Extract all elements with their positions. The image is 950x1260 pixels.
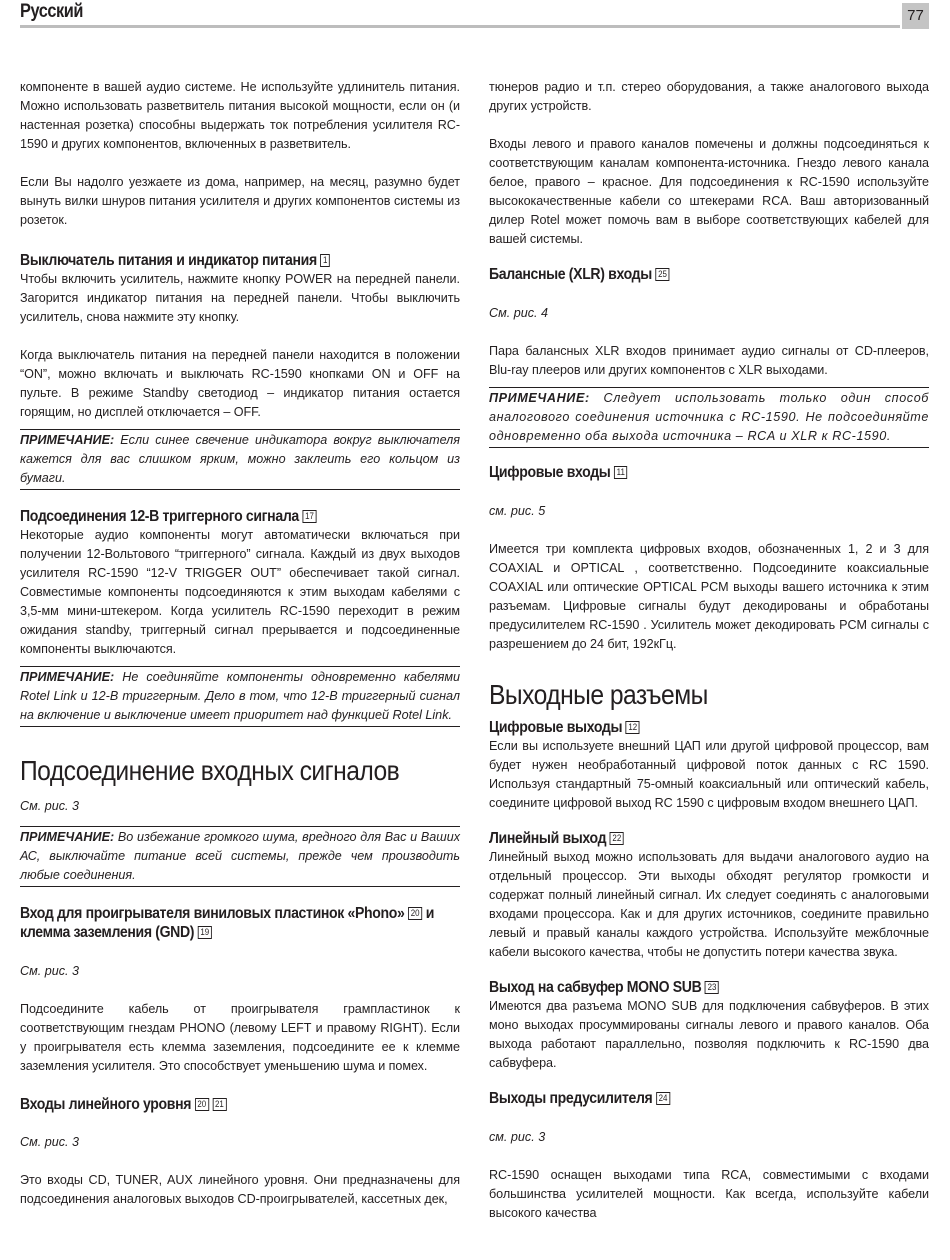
paragraph-phono: Подсоедините кабель от проигрывателя грампластинок к соответствующим гнездам PHONO (левому LEFT и правому RIGHT). Если у проигрывателя есть клемма заземления, подсоедините ее к клемме заземления усилителя. Это способствует уменьшению шума и помех. bbox=[20, 1002, 460, 1073]
note-trigger bbox=[20, 666, 460, 727]
heading-digital-inputs bbox=[489, 463, 876, 482]
paragraph-power-on: Чтобы включить усилитель, нажмите кнопку POWER на передней панели. Загорится индикатор питания на передней панели. Чтобы выключить усилитель, снова нажмите эту кнопку. bbox=[20, 272, 460, 324]
figure-reference: см. рис. 3 bbox=[489, 1130, 546, 1144]
right-column bbox=[489, 78, 929, 1223]
paragraph-power-strip: компоненте в вашей аудио системе. Не используйте удлинитель питания. Можно использовать разветвитель питания высокой мощности, если он (и настенная розетка) способны выдержать ток потребления усилителя RC-1590 и других компонентов, включенных в разветвитель. bbox=[20, 80, 460, 151]
paragraph-channels: Входы левого и правого каналов помечены и должны подсоединяться к соответствующим каналам компонента-источника. Гнездо левого канала белое, правого – красное. Для подсоединения к RC-1590 используйте высококачественные кабели со штекерами RCA. Ваш авторизованный дилер Rotel может помочь вам в выборе соответствующих кабелей для вашей системы. bbox=[489, 137, 929, 246]
paragraph-digital-outputs: Если вы используете внешний ЦАП или другой цифровой процессор, вам будет нужен необработанный цифровой поток данных с RC 1590. Используя стандартный 75-омный коаксиальный или оптический кабель, соедините цифровой выход RC 1590 с цифровым входом внешнего ЦАП. bbox=[489, 739, 929, 810]
ref-number-box: 12 bbox=[626, 721, 640, 734]
heading-gnd-text: клемма заземления (GND) bbox=[20, 924, 195, 941]
ref-number-box: 11 bbox=[614, 466, 628, 479]
paragraph-power-standby: Когда выключатель питания на передней панели находится в положении “ON”, можно включать и выключать RC-1590 кнопками ON и OFF на пульте. В режиме Standby светодиод – индикатор питания остается горящим, но дисплей отключается – OFF. bbox=[20, 348, 460, 419]
heading-mono-sub-text: Выход на сабвуфер MONO SUB bbox=[489, 979, 702, 996]
heading-digital-outputs bbox=[489, 718, 876, 737]
ref-number-box: 23 bbox=[705, 981, 719, 994]
page-language-label: Русский bbox=[20, 1, 84, 22]
heading-phono bbox=[20, 904, 460, 942]
note-label: ПРИМЕЧАНИЕ: bbox=[489, 391, 590, 405]
paragraph-trigger: Некоторые аудио компоненты могут автоматически включаться при получении 12-Вольтового “триггерного” сигнала. Каждый из двух выходов усилителя RC-1590 “12-V TRIGGER OUT” обеспечивает такой сигнал. Совместимые компоненты подсоединяются к этим выходам кабелями с 3,5-мм мини-штекером. Когда усилитель RC-1590 переходит в режим ожидания standby, триггерный сигнал прерывается и подсоединенные компоненты выключаются. bbox=[20, 528, 460, 656]
heading-preamp-outputs bbox=[489, 1089, 876, 1108]
paragraph-preamp-outputs: RC-1590 оснащен выходами типа RCA, совместимыми с входами большинства усилителей мощности. Как всегда, используйте кабели высокого качества bbox=[489, 1168, 929, 1220]
note-text: Если синее свечение индикатора вокруг выключателя кажется для вас слишком ярким, можно заклеить его кольцом из бумаги. bbox=[20, 433, 460, 485]
heading-line-output-text: Линейный выход bbox=[489, 830, 607, 847]
header-rule bbox=[20, 25, 900, 28]
paragraph-unplug: Если Вы надолго уезжаете из дома, например, на месяц, разумно будет вынуть вилки шнуров питания усилителя и других компонентов системы из розеток. bbox=[20, 175, 460, 227]
heading-digital-outputs-text: Цифровые выходы bbox=[489, 719, 623, 736]
paragraph-xlr: Пара балансных XLR входов принимает аудио сигналы от CD-плееров, Blu-ray плееров или других компонентов с XLR выходами. bbox=[489, 344, 929, 377]
figure-reference: См. рис. 3 bbox=[20, 799, 80, 813]
ref-number-box: 19 bbox=[198, 926, 212, 939]
page-number: 77 bbox=[902, 3, 929, 29]
paragraph-tuners: тюнеров радио и т.п. стерео оборудования, а также аналогового выхода других устройств. bbox=[489, 80, 929, 113]
heading-line-inputs bbox=[20, 1095, 407, 1114]
paragraph-digital-inputs: Имеется три комплекта цифровых входов, обозначенных 1, 2 и 3 для COAXIAL и OPTICAL , соответственно. Подсоедините коаксиальные COAXIAL или оптические OPTICAL PCM выходы вашего источника к этим разъемам. Цифровые сигналы будут декодированы и обработаны предусилителем RC-1590 . Усилитель может декодировать PCM сигналы с разрешением до 24 бит, 192кГц. bbox=[489, 542, 929, 651]
heading-trigger-text: Подсоединения 12-В триггерного сигнала bbox=[20, 508, 299, 525]
figure-reference: См. рис. 4 bbox=[489, 306, 549, 320]
note-label: ПРИМЕЧАНИЕ: bbox=[20, 433, 115, 447]
paragraph-line-inputs: Это входы CD, TUNER, AUX линейного уровня. Они предназначены для подсоединения аналоговых выходов CD-проигрывателей, кассетных дек, bbox=[20, 1173, 460, 1206]
figure-reference: См. рис. 3 bbox=[20, 964, 80, 978]
heading-power-switch-text: Выключатель питания и индикатор питания bbox=[20, 252, 317, 269]
note-power-indicator bbox=[20, 429, 460, 490]
note-text: Во избежание громкого шума, вредного для Вас и Ваших АС, выключайте питание всей системы, прежде чем производить любые соединения. bbox=[20, 830, 460, 882]
heading-xlr-text: Балансные (XLR) входы bbox=[489, 266, 652, 283]
ref-number-box: 1 bbox=[320, 254, 330, 267]
section-title-inputs: Подсоединение входных сигналов bbox=[20, 755, 400, 786]
paragraph-mono-sub: Имеются два разъема MONO SUB для подключения сабвуферов. В этих моно выходах просуммированы сигналы левого и правого каналов. Оба выхода работают параллельно, позволяя подключить к RC-1590 два сабвуфера. bbox=[489, 999, 929, 1070]
ref-number-box: 21 bbox=[212, 1098, 226, 1111]
ref-number-box: 20 bbox=[195, 1098, 209, 1111]
figure-reference: См. рис. 3 bbox=[20, 1135, 80, 1149]
heading-power-switch bbox=[20, 251, 407, 270]
note-label: ПРИМЕЧАНИЕ: bbox=[20, 670, 115, 684]
ref-number-box: 17 bbox=[302, 510, 316, 523]
ref-number-box: 20 bbox=[408, 907, 422, 920]
note-xlr bbox=[489, 387, 929, 448]
heading-line-inputs-text: Входы линейного уровня bbox=[20, 1096, 192, 1113]
note-label: ПРИМЕЧАНИЕ: bbox=[20, 830, 115, 844]
heading-line-output bbox=[489, 829, 876, 848]
heading-xlr bbox=[489, 265, 876, 284]
heading-mono-sub bbox=[489, 978, 876, 997]
heading-phono-and: и bbox=[425, 905, 435, 922]
heading-digital-inputs-text: Цифровые входы bbox=[489, 464, 611, 481]
paragraph-line-output: Линейный выход можно использовать для выдачи аналогового аудио на отдельный процессор. Эти выходы обходят регулятор громкости и содержат полный линейный сигнал. Их следует соединять с аналоговыми входами процессора. Как и для других источников, соедините правильно левый и правый каналы каждого устройства. Используйте межблочные кабели высокого качества, чтобы не допустить потери качества звука. bbox=[489, 850, 929, 959]
note-power-off bbox=[20, 826, 460, 887]
heading-trigger bbox=[20, 507, 407, 526]
ref-number-box: 24 bbox=[656, 1092, 670, 1105]
figure-reference: см. рис. 5 bbox=[489, 504, 546, 518]
ref-number-box: 22 bbox=[610, 832, 624, 845]
note-text: Следует использовать только один способ аналогового соединения источника с RC-1590. Не подсоединяйте одновременно оба выхода источника – RCA и XLR к RC-1590. bbox=[489, 391, 929, 443]
ref-number-box: 25 bbox=[655, 268, 669, 281]
note-text: Не соединяйте компоненты одновременно кабелями Rotel Link и 12-В триггерным. Дело в том, что 12-В триггерный сигнал на включение и выключение имеет приоритет над функцией Rotel Link. bbox=[20, 670, 460, 722]
heading-phono-text: Вход для проигрывателя виниловых пластинок «Phono» bbox=[20, 905, 405, 922]
section-title-outputs: Выходные разъемы bbox=[489, 679, 708, 710]
heading-preamp-outputs-text: Выходы предусилителя bbox=[489, 1090, 653, 1107]
left-column bbox=[20, 78, 460, 1209]
